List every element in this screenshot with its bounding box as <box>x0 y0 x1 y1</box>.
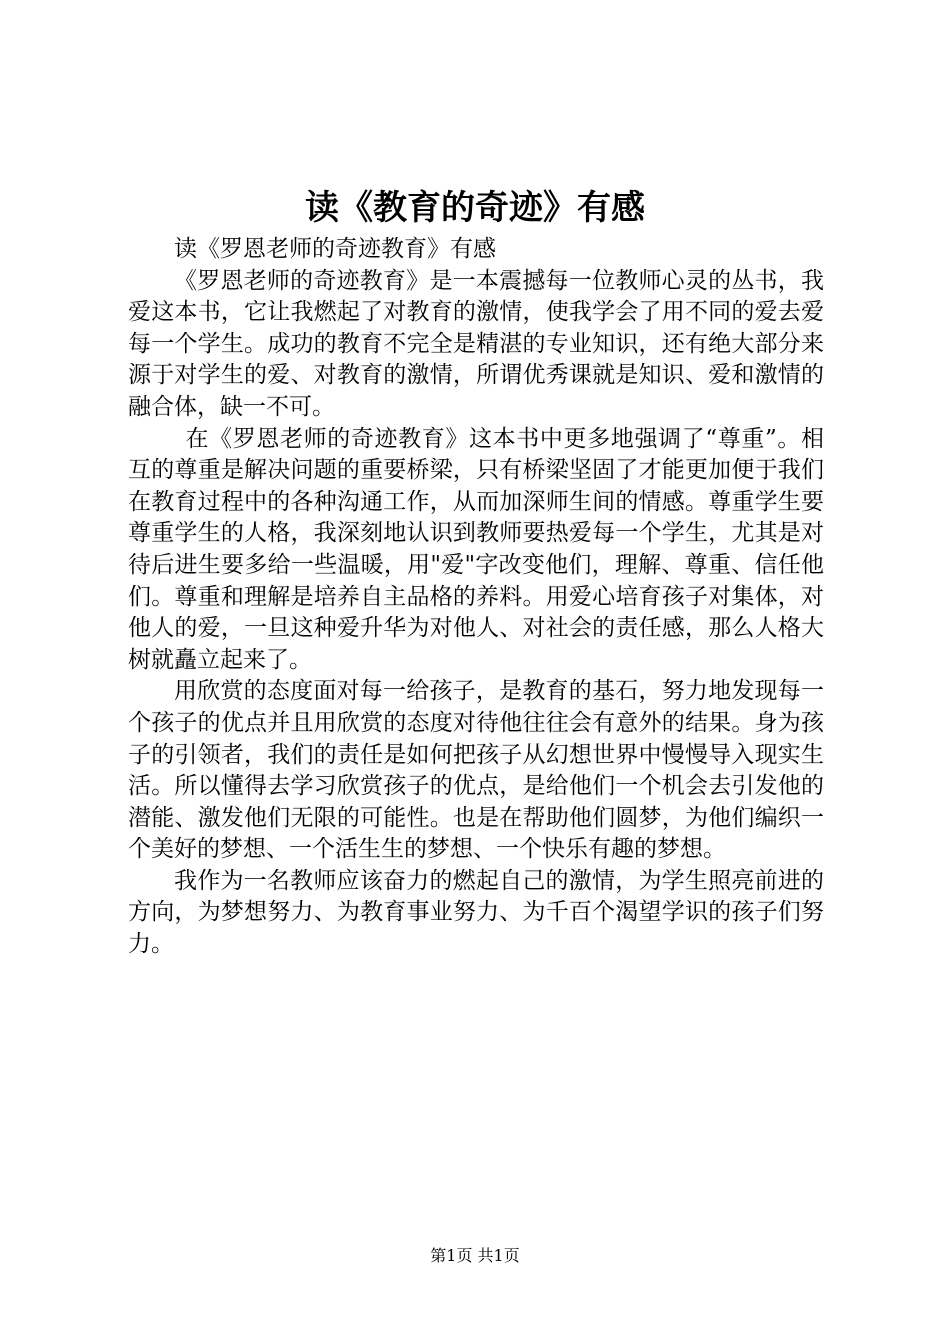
body-paragraph-1: 《罗恩老师的奇迹教育》是一本震撼每一位教师心灵的丛书，我爱这本书，它让我燃起了对教育的激情，使我学会了用不同的爱去爱每一个学生。成功的教育不完全是精湛的专业知识，还有绝大部分来源于对学生的爱、对教育的激情，所谓优秀课就是知识、爱和激情的融合体，缺一不可。 <box>128 267 824 420</box>
subtitle-paragraph: 读《罗恩老师的奇迹教育》有感 <box>174 236 496 262</box>
document-body <box>128 234 824 961</box>
body-paragraph-2: 在《罗恩老师的奇迹教育》这本书中更多地强调了“尊重”。相互的尊重是解决问题的重要桥梁，只有桥梁坚固了才能更加便于我们在教育过程中的各种沟通工作，从而加深师生间的情感。尊重学生要尊重学生的人格，我深刻地认识到教师要热爱每一个学生，尤其是对待后进生要多给一些温暖，用"爱"字改变他们，理解、尊重、信任他们。尊重和理解是培养自主品格的养料。用爱心培育孩子对集体，对他人的爱，一旦这种爱升华为对他人、对社会的责任感，那么人格大树就矗立起来了。 <box>128 425 824 673</box>
document-title: 读《教育的奇迹》有感 <box>305 188 645 228</box>
page-footer: 第1页 共1页 <box>430 1246 520 1265</box>
body-paragraph-4: 我作为一名教师应该奋力的燃起自己的激情，为学生照亮前进的方向，为梦想努力、为教育事业努力、为千百个渴望学识的孩子们努力。 <box>128 867 824 958</box>
body-paragraph-3: 用欣赏的态度面对每一给孩子，是教育的基石，努力地发现每一个孩子的优点并且用欣赏的态度对待他往往会有意外的结果。身为孩子的引领者，我们的责任是如何把孩子从幻想世界中慢慢导入现实生活。所以懂得去学习欣赏孩子的优点，是给他们一个机会去引发他的潜能、激发他们无限的可能性。也是在帮助他们圆梦，为他们编织一个美好的梦想、一个活生生的梦想、一个快乐有趣的梦想。 <box>128 678 824 863</box>
